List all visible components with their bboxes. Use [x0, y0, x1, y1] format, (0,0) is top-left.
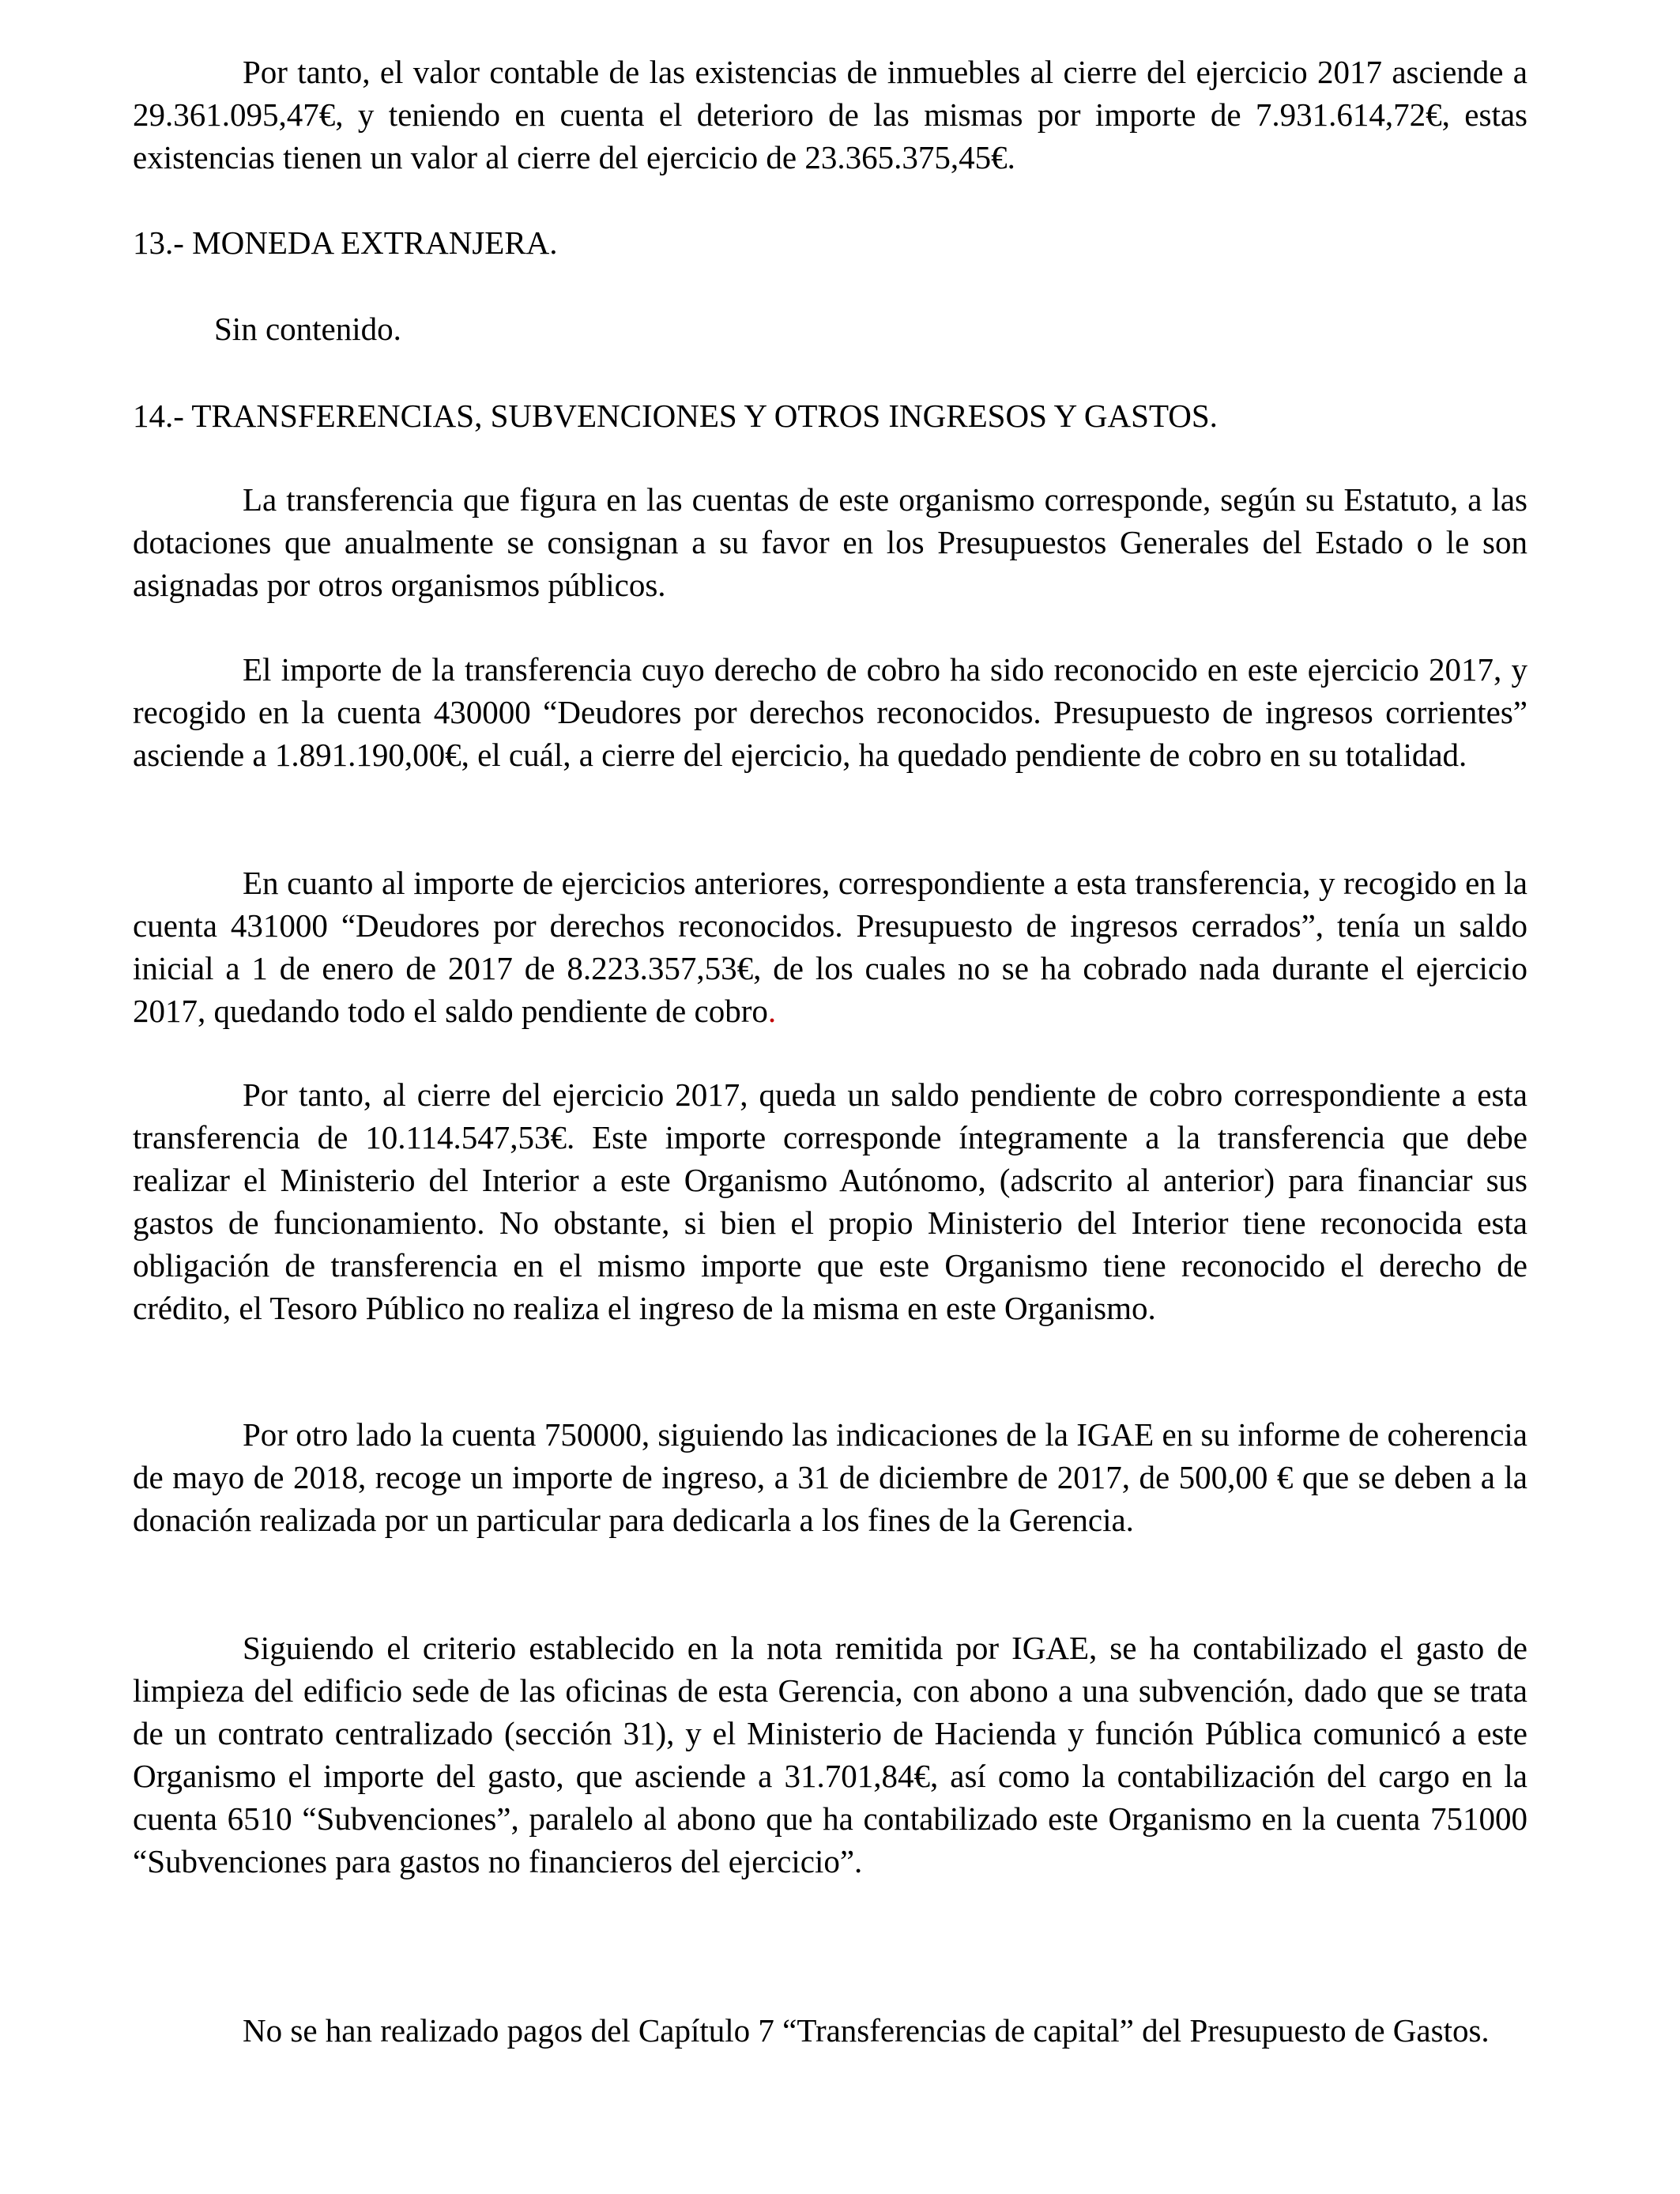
- paragraph-transferencia-estatuto: La transferencia que figura en las cuentas de este organismo corresponde, según su Estatuto, a las dotaciones que anualmente se consignan a su favor en los Presupuestos Generales del Estado o le son asignadas por otros organismos públicos.: [133, 481, 1527, 603]
- paragraph-importe-transferencia: El importe de la transferencia cuyo derecho de cobro ha sido reconocido en este ejercicio 2017, y recogido en la cuenta 430000 “Deudores por derechos reconocidos. Presupuesto de ingresos corrientes” asciende a 1.891.190,00€, el cuál, a cierre del ejercicio, ha quedado pendiente de cobro en su totalidad.: [133, 651, 1527, 773]
- paragraph-ejercicios-anteriores-text: En cuanto al importe de ejercicios anteriores, correspondiente a esta transferencia, y recogido en la cuenta 431000 “Deudores por derechos reconocidos. Presupuesto de ingresos cerrados”, tenía un saldo inicial a 1 de enero de 2017 de 8.223.357,53€, de los cuales no se ha cobrado nada durante el ejercicio 2017, quedando todo el saldo pendiente de cobro: [133, 865, 1527, 1029]
- paragraph-sin-contenido: Sin contenido.: [214, 311, 401, 347]
- section-heading-14: 14.- TRANSFERENCIAS, SUBVENCIONES Y OTROS INGRESOS Y GASTOS.: [133, 398, 1218, 434]
- paragraph-saldo-pendiente: Por tanto, al cierre del ejercicio 2017, queda un saldo pendiente de cobro correspondiente a esta transferencia de 10.114.547,53€. Este importe corresponde íntegramente a la transferencia que debe realizar el Ministerio del Interior a este Organismo Autónomo, (adscrito al anterior) para financiar sus gastos de funcionamiento. No obstante, si bien el propio Ministerio del Interior tiene reconocida esta obligación de transferencia en el mismo importe que este Organismo tiene reconocido el derecho de crédito, el Tesoro Público no realiza el ingreso de la misma en este Organismo.: [133, 1076, 1527, 1326]
- paragraph-cuenta-750000: Por otro lado la cuenta 750000, siguiendo las indicaciones de la IGAE en su informe de coherencia de mayo de 2018, recoge un importe de ingreso, a 31 de diciembre de 2017, de 500,00 € que se deben a la donación realizada por un particular para dedicarla a los fines de la Gerencia.: [133, 1416, 1527, 1538]
- red-period: .: [767, 993, 777, 1029]
- section-heading-13: 13.- MONEDA EXTRANJERA.: [133, 224, 558, 261]
- paragraph-capitulo-7: No se han realizado pagos del Capítulo 7 “Transferencias de capital” del Presupuesto de Gastos.: [243, 2012, 1490, 2049]
- paragraph-ejercicios-anteriores: [133, 861, 1527, 1032]
- paragraph-gasto-limpieza: Siguiendo el criterio establecido en la nota remitida por IGAE, se ha contabilizado el gasto de limpieza del edificio sede de las oficinas de esta Gerencia, con abono a una subvención, dado que se trata de un contrato centralizado (sección 31), y el Ministerio de Hacienda y función Pública comunicó a este Organismo el importe del gasto, que asciende a 31.701,84€, así como la contabilización del cargo en la cuenta 6510 “Subvenciones”, paralelo al abono que ha contabilizado este Organismo en la cuenta 751000 “Subvenciones para gastos no financieros del ejercicio”.: [133, 1630, 1527, 1879]
- paragraph-existencias: Por tanto, el valor contable de las existencias de inmuebles al cierre del ejercicio 2017 asciende a 29.361.095,47€, y teniendo en cuenta el deterioro de las mismas por importe de 7.931.614,72€, estas existencias tienen un valor al cierre del ejercicio de 23.365.375,45€.: [133, 54, 1527, 175]
